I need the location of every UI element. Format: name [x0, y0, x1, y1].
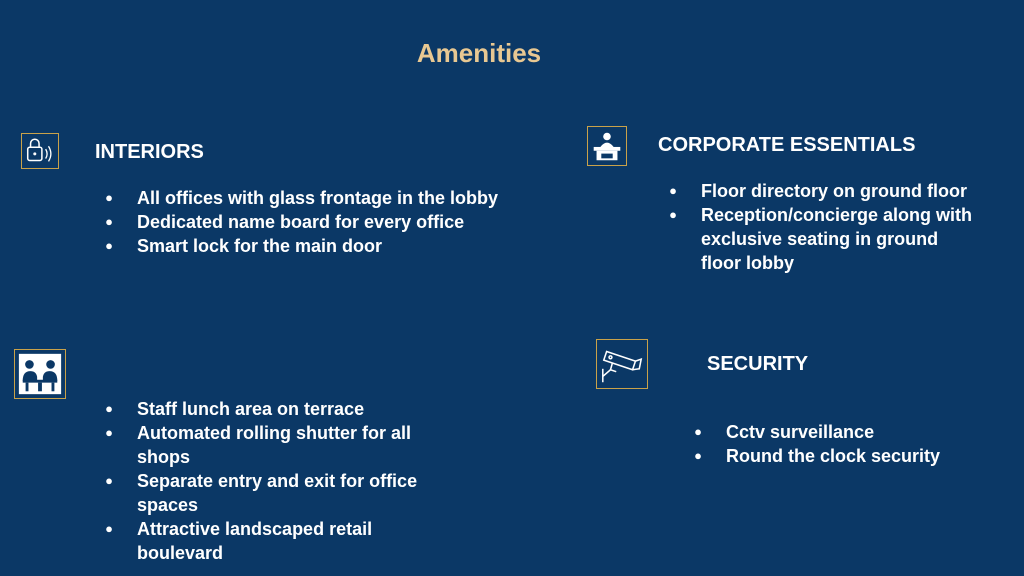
list-item: ● Separate entry and exit for office spaces	[99, 469, 459, 517]
dining-people-icon	[14, 349, 66, 399]
interiors-list	[99, 186, 519, 258]
security-list	[688, 420, 1008, 468]
cctv-camera-icon	[596, 339, 648, 389]
corporate-heading: CORPORATE ESSENTIALS	[658, 134, 916, 156]
interiors-heading: INTERIORS	[95, 141, 204, 163]
page-title: Amenities	[416, 38, 542, 68]
list-item: ● Attractive landscaped retail boulevard	[99, 517, 459, 565]
corporate-list	[663, 179, 983, 275]
list-item: ● All offices with glass frontage in the lobby	[99, 186, 519, 210]
list-item: ● Reception/concierge along with exclusive seating in ground floor lobby	[663, 203, 983, 275]
list-item: ● Round the clock security	[688, 444, 1008, 468]
smart-lock-icon	[21, 133, 59, 169]
list-item: ● Cctv surveillance	[688, 420, 1008, 444]
list-item: ● Dedicated name board for every office	[99, 210, 519, 234]
staff-list	[99, 397, 459, 565]
list-item: ● Staff lunch area on terrace	[99, 397, 459, 421]
list-item: ● Floor directory on ground floor	[663, 179, 983, 203]
list-item: ● Automated rolling shutter for all shops	[99, 421, 459, 469]
reception-desk-icon	[587, 126, 627, 166]
list-item: ● Smart lock for the main door	[99, 234, 519, 258]
security-heading: SECURITY	[707, 353, 809, 375]
